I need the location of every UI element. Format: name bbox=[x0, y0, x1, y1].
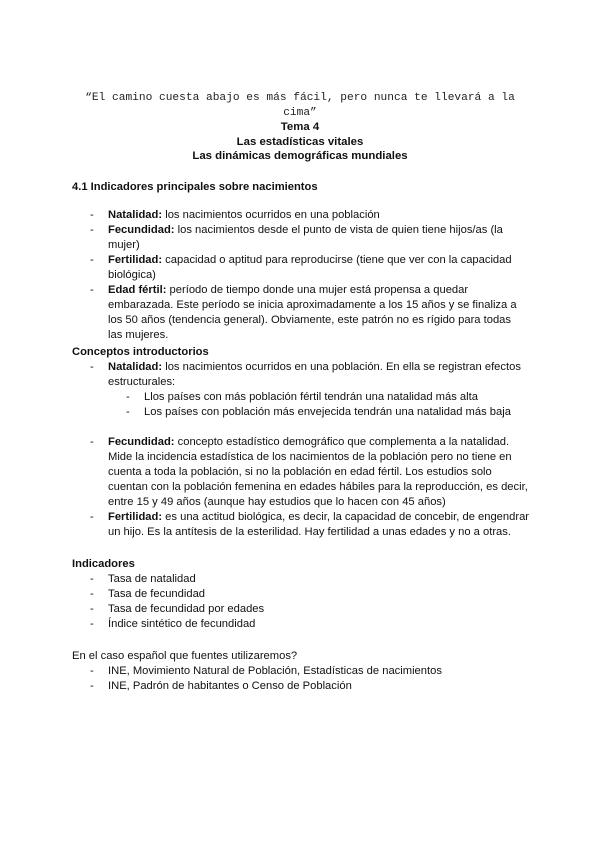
dash-bullet: - bbox=[90, 618, 94, 630]
dash-bullet: - bbox=[90, 254, 94, 266]
title-block bbox=[70, 120, 530, 164]
sources-list bbox=[72, 664, 532, 694]
list-item bbox=[72, 572, 532, 587]
definition: los nacimientos ocurridos en una población. En ella se registran efectos estructurales: bbox=[108, 361, 521, 388]
concepts-list-2 bbox=[72, 435, 534, 540]
item-text: INE, Movimiento Natural de Población, Estadísticas de nacimientos bbox=[108, 665, 442, 677]
dash-bullet: - bbox=[90, 511, 94, 523]
item-text: Tasa de fecundidad bbox=[108, 588, 206, 600]
item-text: Tasa de fecundidad por edades bbox=[108, 603, 265, 615]
dash-bullet: - bbox=[126, 406, 130, 418]
dash-bullet: - bbox=[90, 209, 94, 221]
list-item bbox=[72, 283, 522, 343]
definition: los nacimientos ocurridos en una población bbox=[162, 209, 380, 221]
list-item bbox=[72, 617, 532, 632]
list-item bbox=[72, 208, 522, 223]
term: Natalidad: bbox=[108, 209, 163, 221]
list-item bbox=[72, 587, 532, 602]
dash-bullet: - bbox=[126, 391, 130, 403]
list-item bbox=[72, 679, 532, 694]
sources-question: En el caso español que fuentes utilizaremos? bbox=[72, 650, 298, 662]
epigraph-quote: “El camino cuesta abajo es más fácil, pero nunca te llevará a la cima” bbox=[85, 92, 515, 119]
definition: concepto estadístico demográfico que complementa a la natalidad. Mide la incidencia estadística de los nacimientos de la población pero no tiene en cuenta a toda la población, si no la población en edad fértil. Los estudios solo cuentan con la población femenina en edades hábiles para la reproducción, es decir, entre 15 y 49 años (aunque hay estudios que lo hacen con 45 años) bbox=[108, 436, 528, 508]
dash-bullet: - bbox=[90, 224, 94, 236]
indicators-list bbox=[72, 572, 532, 632]
document-title: Las estadísticas vitales bbox=[236, 135, 364, 148]
topic-number: Tema 4 bbox=[280, 121, 320, 133]
dash-bullet: - bbox=[90, 588, 94, 600]
item-text: INE, Padrón de habitantes o Censo de Población bbox=[108, 680, 352, 692]
list-item bbox=[72, 253, 522, 283]
section-heading-indicadores-nacimientos: 4.1 Indicadores principales sobre nacimientos bbox=[72, 181, 318, 193]
sub-list-item bbox=[108, 405, 532, 420]
list-item bbox=[72, 360, 532, 420]
definition: capacidad o aptitud para reproducirse (tiene que ver con la capacidad biológica) bbox=[108, 254, 512, 281]
item-text: Índice sintético de fecundidad bbox=[108, 618, 256, 630]
dash-bullet: - bbox=[90, 665, 94, 677]
term: Natalidad: bbox=[108, 361, 163, 373]
term: Edad fértil: bbox=[108, 284, 167, 296]
list-item bbox=[72, 510, 534, 540]
dash-bullet: - bbox=[90, 573, 94, 585]
section-heading-indicadores: Indicadores bbox=[72, 558, 135, 570]
sub-list-item bbox=[108, 390, 532, 405]
document-subtitle: Las dinámicas demográficas mundiales bbox=[192, 150, 408, 163]
list-item bbox=[72, 602, 532, 617]
term: Fertilidad: bbox=[108, 511, 163, 523]
list-item bbox=[72, 223, 522, 253]
definition: período de tiempo donde una mujer está propensa a quedar embarazada. Este período se inicia aproximadamente a los 15 años y se finaliza a los 50 años (tendencia general). Obviamente, este patrón no es rígido para todas las mujeres. bbox=[108, 284, 517, 341]
dash-bullet: - bbox=[90, 436, 94, 448]
section-heading-conceptos: Conceptos introductorios bbox=[72, 346, 209, 358]
dash-bullet: - bbox=[90, 284, 94, 296]
dash-bullet: - bbox=[90, 603, 94, 615]
list-item bbox=[72, 435, 534, 510]
sub-item-text: Los países con población más envejecida tendrán una natalidad más baja bbox=[144, 406, 511, 418]
dash-bullet: - bbox=[90, 361, 94, 373]
term: Fecundidad: bbox=[108, 436, 175, 448]
definition: los nacimientos desde el punto de vista de quien tiene hijos/as (la mujer) bbox=[108, 224, 503, 251]
sub-list bbox=[108, 390, 532, 420]
dash-bullet: - bbox=[90, 680, 94, 692]
definition: es una actitud biológica, es decir, la capacidad de concebir, de engendrar un hijo. Es la antítesis de la esterilidad. Hay fertilidad a unas edades y no a otras. bbox=[108, 511, 530, 538]
term: Fecundidad: bbox=[108, 224, 175, 236]
term: Fertilidad: bbox=[108, 254, 163, 266]
concepts-list bbox=[72, 360, 532, 420]
definitions-list bbox=[72, 208, 522, 343]
item-text: Tasa de natalidad bbox=[108, 573, 196, 585]
sub-item-text: Llos países con más población fértil tendrán una natalidad más alta bbox=[144, 391, 478, 403]
list-item bbox=[72, 664, 532, 679]
